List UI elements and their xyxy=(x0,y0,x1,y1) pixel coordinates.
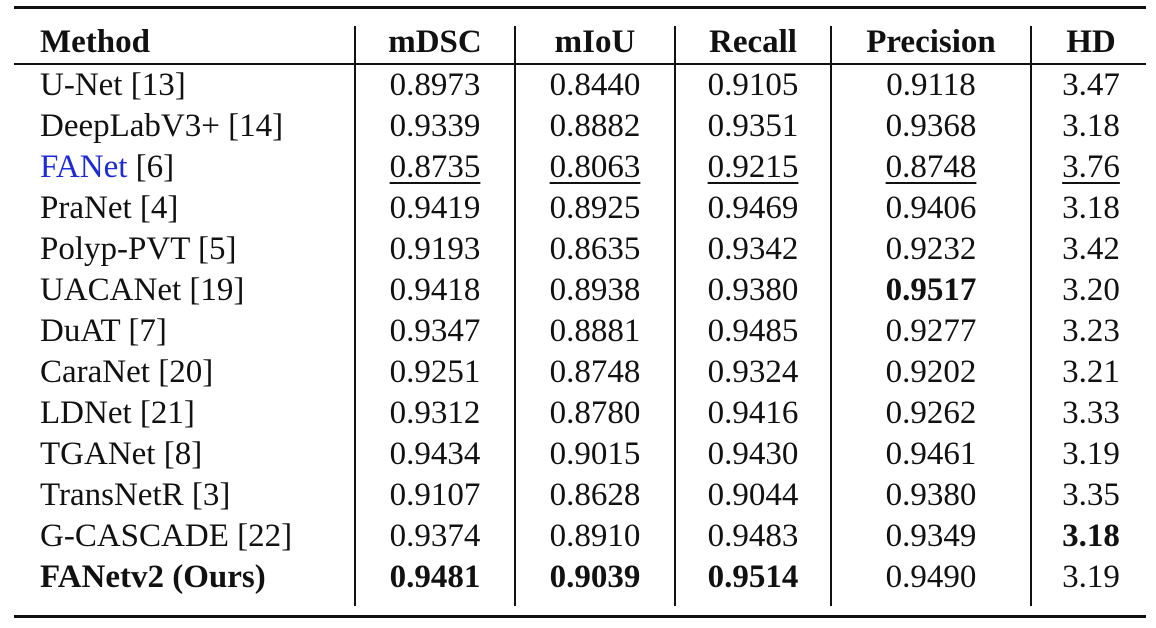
precision-cell: 0.9368 xyxy=(885,108,977,144)
header-miou: mIoU xyxy=(554,24,636,60)
hd-cell: 3.18 xyxy=(1062,190,1120,226)
precision-cell xyxy=(832,147,1030,188)
miou-cell: 0.8881 xyxy=(549,313,641,349)
hd-cell: 3.21 xyxy=(1062,354,1120,390)
method-link[interactable]: FANet xyxy=(40,149,128,185)
table-row xyxy=(0,188,1156,229)
mdsc-cell: 0.9418 xyxy=(389,272,481,308)
mdsc-cell: 0.9251 xyxy=(389,354,481,390)
method-ref: [7] xyxy=(128,313,167,349)
method-name: TGANet xyxy=(40,436,156,472)
method-name: PraNet xyxy=(40,190,132,226)
underlined-value: 0.8063 xyxy=(549,149,641,185)
precision-cell: 0.9490 xyxy=(885,559,977,595)
method-name: DuAT xyxy=(40,313,121,349)
miou-cell: 0.8748 xyxy=(549,354,641,390)
method-cell xyxy=(40,65,186,106)
hd-cell: 3.19 xyxy=(1062,559,1120,595)
method-cell xyxy=(40,516,292,557)
method-name: U-Net xyxy=(40,67,123,103)
hd-cell: 3.18 xyxy=(1062,108,1120,144)
recall-cell: 0.9380 xyxy=(707,272,799,308)
precision-cell: 0.9202 xyxy=(885,354,977,390)
recall-cell: 0.9485 xyxy=(707,313,799,349)
mdsc-cell: 0.9347 xyxy=(389,313,481,349)
recall-cell: 0.9483 xyxy=(707,518,799,554)
miou-cell: 0.8882 xyxy=(549,108,641,144)
table-row xyxy=(0,393,1156,434)
method-ref: [21] xyxy=(139,395,195,431)
hd-cell: 3.47 xyxy=(1062,67,1120,103)
method-cell xyxy=(40,147,174,188)
recall-cell: 0.9105 xyxy=(707,67,799,103)
method-name: Polyp-PVT xyxy=(40,231,190,267)
miou-cell: 0.8910 xyxy=(549,518,641,554)
method-cell xyxy=(40,106,283,147)
header-mdsc: mDSC xyxy=(388,24,482,60)
bottom-rule xyxy=(14,615,1146,618)
recall-cell: 0.9351 xyxy=(707,108,799,144)
miou-cell xyxy=(516,147,674,188)
header-method: Method xyxy=(40,24,150,60)
method-ref: [13] xyxy=(130,67,186,103)
miou-cell: 0.8780 xyxy=(549,395,641,431)
underlined-value: 3.76 xyxy=(1062,149,1120,185)
precision-cell: 0.9232 xyxy=(885,231,977,267)
mdsc-cell: 0.9374 xyxy=(389,518,481,554)
hd-cell: 3.20 xyxy=(1062,272,1120,308)
method-ref: [5] xyxy=(198,231,237,267)
method-cell xyxy=(40,270,244,311)
recall-cell xyxy=(676,147,830,188)
recall-cell: 0.9324 xyxy=(707,354,799,390)
method-cell xyxy=(40,229,237,270)
method-name: CaraNet xyxy=(40,354,150,390)
table-row xyxy=(0,65,1156,106)
method-ref: [8] xyxy=(163,436,203,472)
table-row xyxy=(0,475,1156,516)
mdsc-cell: 0.9193 xyxy=(389,231,481,267)
precision-cell: 0.9349 xyxy=(885,518,977,554)
recall-cell: 0.9430 xyxy=(707,436,799,472)
miou-cell: 0.8440 xyxy=(549,67,641,103)
method-name: FANetv2 (Ours) xyxy=(40,559,266,595)
method-cell xyxy=(40,557,266,598)
method-cell xyxy=(40,188,178,229)
mdsc-cell: 0.9107 xyxy=(389,477,481,513)
method-cell xyxy=(40,475,230,516)
miou-cell-best: 0.9039 xyxy=(549,559,641,595)
table-row xyxy=(0,270,1156,311)
mdsc-cell: 0.9339 xyxy=(389,108,481,144)
precision-cell-best: 0.9517 xyxy=(885,272,977,308)
method-ref: [19] xyxy=(189,272,245,308)
miou-cell: 0.8925 xyxy=(549,190,641,226)
miou-cell: 0.8628 xyxy=(549,477,641,513)
method-ref: [6] xyxy=(135,149,175,185)
method-name: LDNet xyxy=(40,395,132,431)
precision-cell: 0.9277 xyxy=(885,313,977,349)
method-name: G-CASCADE xyxy=(40,518,229,554)
method-cell xyxy=(40,352,213,393)
mdsc-cell: 0.9312 xyxy=(389,395,481,431)
method-ref: [4] xyxy=(139,190,179,226)
table-row xyxy=(0,106,1156,147)
recall-cell: 0.9044 xyxy=(707,477,799,513)
table-row xyxy=(0,434,1156,475)
hd-cell: 3.19 xyxy=(1062,436,1120,472)
hd-cell: 3.33 xyxy=(1062,395,1120,431)
method-name: TransNetR xyxy=(40,477,184,513)
table-row xyxy=(0,147,1156,188)
table-row xyxy=(0,352,1156,393)
table-row xyxy=(0,229,1156,270)
recall-cell: 0.9416 xyxy=(707,395,799,431)
precision-cell: 0.9406 xyxy=(885,190,977,226)
precision-cell: 0.9380 xyxy=(885,477,977,513)
precision-cell: 0.9461 xyxy=(885,436,977,472)
method-cell xyxy=(40,311,167,352)
hd-cell-best: 3.18 xyxy=(1062,518,1120,554)
method-ref: [20] xyxy=(158,354,214,390)
mdsc-cell: 0.9419 xyxy=(389,190,481,226)
miou-cell: 0.8938 xyxy=(549,272,641,308)
method-ref: [22] xyxy=(237,518,293,554)
method-cell xyxy=(40,434,202,475)
recall-cell: 0.9342 xyxy=(707,231,799,267)
method-ref: [14] xyxy=(228,108,284,144)
method-name: UACANet xyxy=(40,272,182,308)
precision-cell: 0.9118 xyxy=(886,67,976,103)
hd-cell: 3.42 xyxy=(1062,231,1120,267)
header-row xyxy=(0,22,1156,63)
underlined-value: 0.8735 xyxy=(389,149,481,185)
method-name: DeepLabV3+ xyxy=(40,108,220,144)
header-recall: Recall xyxy=(709,24,797,60)
mdsc-cell: 0.9434 xyxy=(389,436,481,472)
underlined-value: 0.9215 xyxy=(707,149,799,185)
mdsc-cell xyxy=(356,147,514,188)
underlined-value: 0.8748 xyxy=(885,149,977,185)
mdsc-cell: 0.8973 xyxy=(389,67,481,103)
method-cell xyxy=(40,393,195,434)
table-row xyxy=(0,516,1156,557)
miou-cell: 0.8635 xyxy=(549,231,641,267)
hd-cell xyxy=(1032,147,1150,188)
method-ref: [3] xyxy=(191,477,231,513)
header-precision: Precision xyxy=(866,24,996,60)
miou-cell: 0.9015 xyxy=(549,436,641,472)
table-row xyxy=(0,311,1156,352)
recall-cell: 0.9469 xyxy=(707,190,799,226)
table-row-ours xyxy=(0,557,1156,598)
top-rule xyxy=(14,6,1146,9)
recall-cell-best: 0.9514 xyxy=(707,559,799,595)
hd-cell: 3.35 xyxy=(1062,477,1120,513)
hd-cell: 3.23 xyxy=(1062,313,1120,349)
mdsc-cell-best: 0.9481 xyxy=(389,559,481,595)
header-hd: HD xyxy=(1066,24,1116,60)
precision-cell: 0.9262 xyxy=(885,395,977,431)
